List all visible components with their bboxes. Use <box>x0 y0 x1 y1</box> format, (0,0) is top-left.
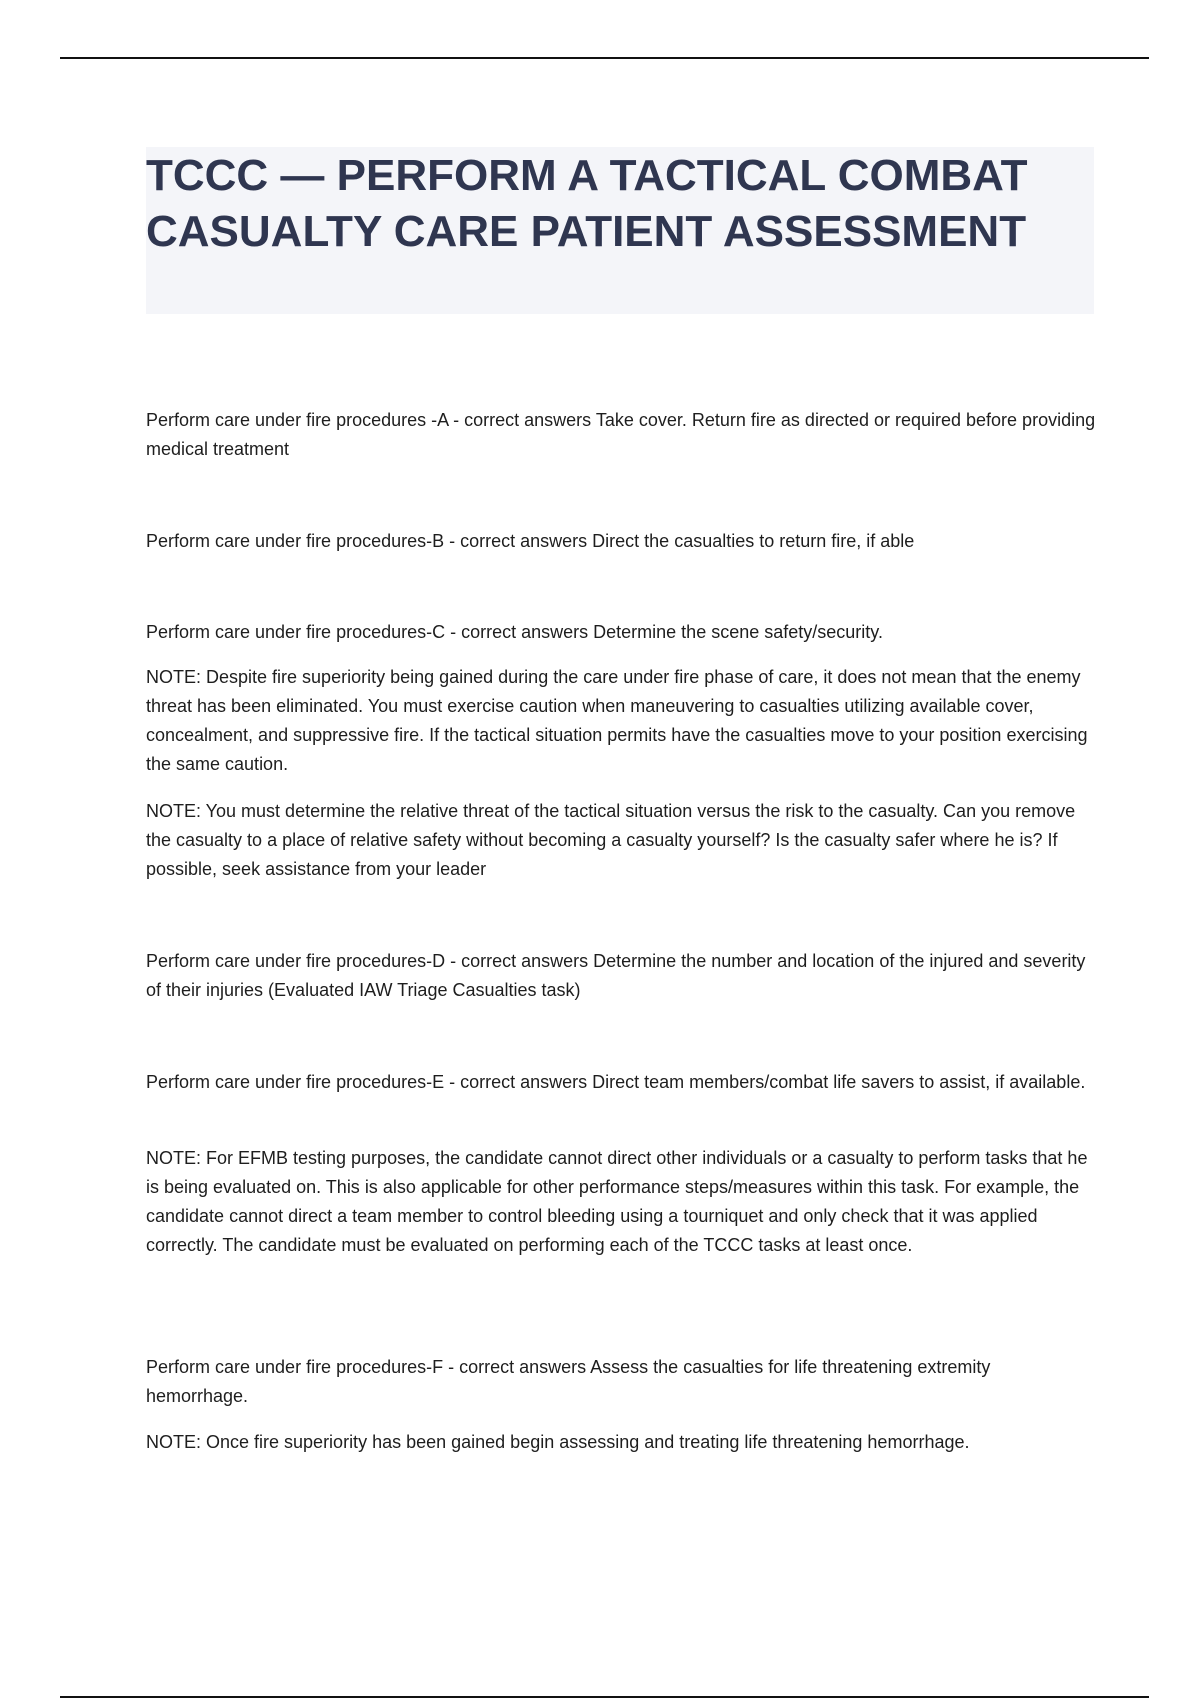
top-divider <box>60 57 1149 59</box>
note-f: NOTE: Once fire superiority has been gained begin assessing and treating life threatening hemorrhage. <box>146 1432 970 1452</box>
note-c-1: NOTE: Despite fire superiority being gained during the care under fire phase of care, it does not mean that the enemy threat has been eliminated. You must exercise caution when maneuvering to casualties utilizing available cover, concealment, and suppressive fire. If the tactical situation permits have the casualties move to your position exercising the same caution. <box>146 667 1088 774</box>
qa-item-e: Perform care under fire procedures-E - correct answers Direct team members/combat life savers to assist, if available. <box>146 1072 1086 1092</box>
note-c-2: NOTE: You must determine the relative threat of the tactical situation versus the risk to the casualty. Can you remove the casualty to a place of relative safety without becoming a casualty yourself? Is the casualty safer where he is? If possible, seek assistance from your leader <box>146 801 1076 879</box>
document-title: TCCC — PERFORM A TACTICAL COMBAT CASUALTY CARE PATIENT ASSESSMENT <box>146 151 1028 256</box>
qa-item-a: Perform care under fire procedures -A - correct answers Take cover. Return fire as directed or required before providing medical treatment <box>146 410 1096 459</box>
note-e: NOTE: For EFMB testing purposes, the candidate cannot direct other individuals or a casualty to perform tasks that he is being evaluated on. This is also applicable for other performance steps/measures within this task. For example, the candidate cannot direct a team member to control bleeding using a tourniquet and only check that it was applied correctly. The candidate must be evaluated on performing each of the TCCC tasks at least once. <box>146 1148 1088 1255</box>
qa-item-d: Perform care under fire procedures-D - correct answers Determine the number and location of the injured and severity of their injuries (Evaluated IAW Triage Casualties task) <box>146 951 1086 1000</box>
qa-item-b: Perform care under fire procedures-B - correct answers Direct the casualties to return fire, if able <box>146 531 915 551</box>
bottom-divider <box>60 1696 1149 1698</box>
qa-item-f: Perform care under fire procedures-F - correct answers Assess the casualties for life threatening extremity hemorrhage. <box>146 1357 991 1406</box>
qa-item-c: Perform care under fire procedures-C - correct answers Determine the scene safety/security. <box>146 622 883 642</box>
